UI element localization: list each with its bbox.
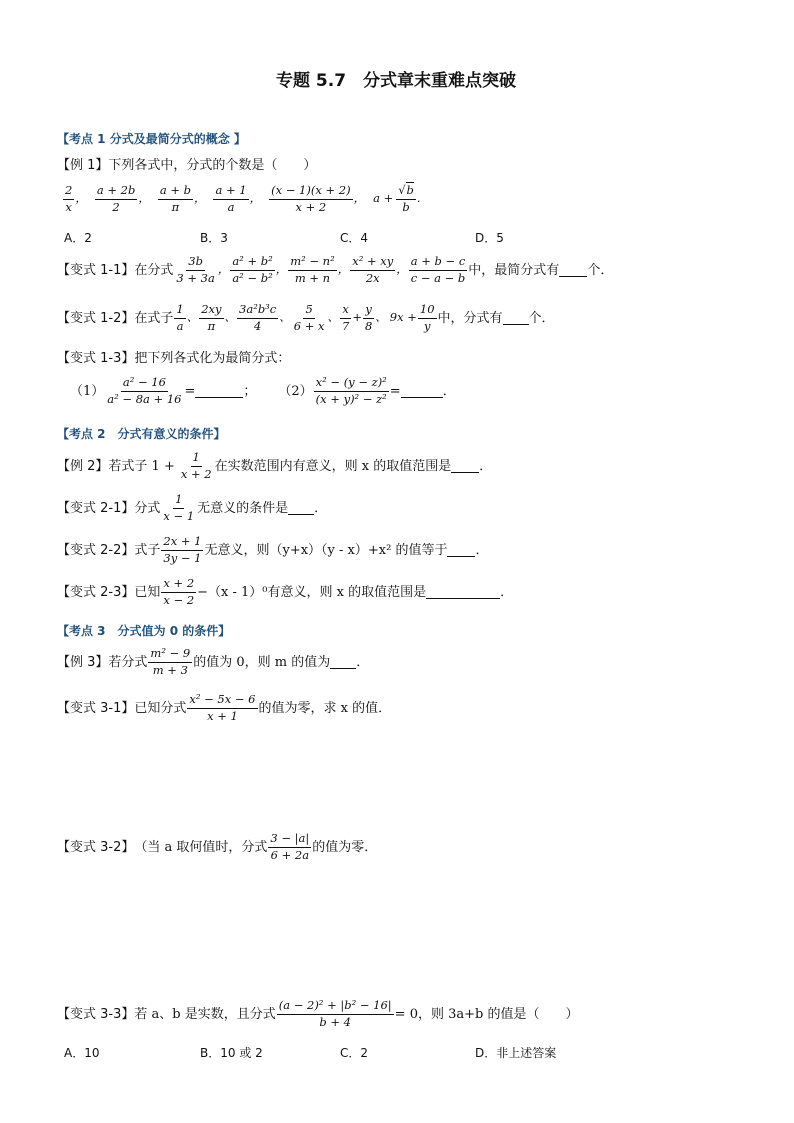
answer-blank[interactable] [288, 502, 314, 515]
variant-2-1 [57, 494, 327, 522]
fraction [340, 304, 351, 332]
fraction [269, 185, 352, 213]
fraction [174, 304, 185, 332]
denominator: π [171, 199, 180, 214]
answer-blank[interactable] [330, 656, 356, 669]
fraction [292, 304, 327, 332]
fraction [350, 256, 395, 284]
answer-blank[interactable] [451, 460, 479, 473]
question-label: 【变式 3-2】 [57, 839, 135, 855]
denominator: a [227, 199, 235, 214]
denominator: m + n [294, 270, 331, 285]
numerator: 2 [63, 185, 74, 200]
fraction [148, 648, 192, 676]
variant-1-1: 【变式 1-1】 在分式 $\frac{3b}{3 + 3a}$ ， $\frac{\text{a² + b²}}{\text{a² − b²}}$ ， $\frac{\text{m² − n²}}{m + n}$ ， $\frac{\text{x² + xy}}{2x}$ ， $\frac{a + b - c}{c - a - b}$ 中，最简分式有 个． [57, 254, 614, 285]
question-text: 若 a、b 是实数，且分式 [134, 1006, 276, 1022]
question-label: 【例 3】 [57, 654, 109, 670]
denominator: 6 + x [293, 318, 325, 333]
question-text: 的值为零． [312, 839, 378, 855]
denominator: a² − b² [232, 270, 273, 285]
variant-2-3 [57, 578, 513, 606]
question-label: 【变式 1-2】 [57, 310, 135, 326]
option-b: B．10 或 2 [200, 1046, 263, 1060]
fraction [237, 304, 278, 332]
numerator: 3a²b³c [237, 304, 278, 319]
variant-1-3-parts [70, 377, 456, 405]
part-label: （2） [278, 383, 313, 399]
fraction [277, 1000, 394, 1028]
option-c: C．4 [340, 231, 369, 245]
fraction [418, 304, 437, 332]
question-text: 式子 [134, 542, 161, 558]
question-text: 的值为零，求 x 的值． [258, 700, 392, 716]
numerator: x + 2 [161, 578, 196, 593]
denominator: y [423, 318, 431, 333]
answer-blank[interactable] [447, 544, 475, 557]
numerator: a² − 16 [121, 377, 168, 392]
question-label: 【变式 2-3】 [57, 584, 135, 600]
numerator: a² + b² [230, 256, 274, 271]
question-text: 中，分式有 [437, 310, 503, 326]
fraction [363, 304, 374, 332]
numerator: x² − 5x − 6 [187, 694, 257, 709]
answer-blank[interactable] [426, 586, 500, 599]
fraction [161, 578, 196, 606]
question-text: 把下列各式化为最简分式： [134, 351, 291, 366]
answer-blank[interactable] [503, 312, 529, 325]
fraction [268, 833, 311, 861]
option-c: C．2 [340, 1046, 369, 1060]
question-text: ． [500, 584, 514, 600]
question-text: 若式子 1 + [108, 458, 175, 474]
denominator: x [65, 199, 72, 214]
denominator: m + 3 [152, 662, 188, 677]
option-b: B．3 [200, 231, 228, 245]
numerator: 3 − |a| [268, 833, 311, 848]
denominator: 2 [112, 199, 120, 214]
fraction [161, 494, 196, 522]
question-text: 下列各式中，分式的个数是（ ） [108, 158, 317, 173]
numerator: y [363, 304, 374, 319]
answer-blank[interactable] [401, 385, 443, 398]
variant-1-2: 【变式 1-2】 在式子 $\frac{1}{a}$ 、 $\frac{2xy}{\pi}$ 、 $\frac{\text{3a²b³c}}{4}$ 、 $\frac{5}{6 + x}$ 、 $\frac{x}{7}$ + $\frac{y}{8}$ 、 9x + $\frac{10}{y}$ 中，分式有 个． [57, 302, 555, 333]
question-label: 【变式 1-3】 [57, 351, 135, 366]
denominator: 7 [341, 318, 350, 333]
fraction [314, 377, 389, 405]
fraction [174, 256, 216, 284]
question-text: 已知 [134, 584, 161, 600]
denominator: 4 [253, 318, 262, 333]
numerator: m² − 9 [148, 648, 192, 663]
numerator: 10 [418, 304, 437, 319]
question-text: 中，最简分式有 [468, 262, 560, 278]
question-text: −（x - 1）⁰有意义，则 x 的取值范围是 [197, 584, 427, 600]
variant-2-2 [57, 536, 488, 564]
numerator: a + 1 [213, 185, 248, 200]
numerator: 2x + 1 [161, 536, 203, 551]
question-label: 【变式 2-1】 [57, 500, 135, 516]
numerator: (x − 1)(x + 2) [269, 185, 352, 200]
numerator: √b [396, 185, 416, 200]
denominator: 3 + 3a [176, 270, 215, 285]
numerator: 1 [191, 452, 202, 467]
question-text: ． [314, 500, 328, 516]
numerator: a + b − c [409, 256, 468, 271]
denominator: b + 4 [319, 1014, 351, 1029]
example-3 [57, 648, 369, 676]
denominator: 6 + 2a [270, 847, 310, 862]
question-text: 在式子 [134, 310, 174, 326]
denominator: 3y − 1 [163, 550, 202, 565]
section-heading-2: 【考点 2 分式有意义的条件】 [57, 427, 226, 441]
numerator: x² − (y − z)² [314, 377, 389, 392]
fraction [95, 185, 137, 213]
denominator: x − 1 [163, 508, 195, 523]
question-text: 无意义，则（y+x）（y - x）+x² 的值等于 [204, 542, 448, 558]
denominator: x − 2 [163, 592, 195, 607]
denominator: c − a − b [410, 270, 466, 285]
denominator: x + 2 [180, 466, 212, 481]
denominator: x + 1 [207, 708, 238, 723]
option-a: A．2 [64, 231, 92, 245]
fraction [199, 304, 223, 332]
example-1-question [57, 159, 316, 172]
numerator: a + 2b [95, 185, 137, 200]
answer-blank[interactable] [559, 264, 587, 277]
equals-sign: = [389, 383, 401, 399]
punctuation: . [416, 191, 421, 206]
fraction [187, 694, 257, 722]
question-text: ． [356, 654, 370, 670]
denominator: 8 [364, 318, 373, 333]
numerator: 2xy [199, 304, 223, 319]
numerator: 1 [174, 304, 185, 319]
question-text: 已知分式 [134, 700, 187, 716]
question-text: （当 a 取何值时，分式 [134, 839, 268, 855]
fraction [409, 256, 468, 284]
question-label: 【变式 2-2】 [57, 542, 135, 558]
numerator: m² − n² [288, 256, 336, 271]
example-2 [57, 452, 492, 480]
denominator: a² − 8a + 16 [107, 391, 182, 406]
denominator: b [402, 199, 410, 214]
question-text: 若分式 [108, 654, 148, 670]
answer-blank[interactable] [195, 385, 243, 398]
question-text: 个． [528, 310, 555, 326]
fraction [213, 185, 248, 213]
fraction [396, 185, 416, 213]
denominator: 2x [365, 270, 380, 285]
numerator: 5 [303, 304, 314, 319]
page-title: 专题 5.7 分式章末重难点突破 [276, 71, 517, 91]
section-heading-1: 【考点 1 分式及最简分式的概念 】 [57, 132, 246, 146]
question-text: 分式 [134, 500, 161, 516]
fraction [63, 185, 74, 213]
denominator: π [207, 318, 216, 333]
numerator: x² + xy [350, 256, 395, 271]
example-1-expressions: $\frac{2}{x}$ ， $\frac{a + 2b}{2}$ ， $\frac{a + b}{\pi}$ ， $\frac{a + 1}{a}$ ， $\frac{(x - 1)(x + 2)}{x + 2}$ ， a + $\frac{√b}{b}$ . [65, 183, 421, 214]
fraction [288, 256, 336, 284]
question-text: ． [442, 383, 456, 399]
question-text: 在实数范围内有意义，则 x 的取值范围是 [214, 458, 452, 474]
denominator: a [176, 318, 184, 333]
question-label: 【变式 3-1】 [57, 700, 135, 716]
option-d: D．5 [475, 231, 504, 245]
equals-sign: = [184, 383, 196, 399]
part-label: （1） [70, 383, 105, 399]
numerator: 1 [173, 494, 184, 509]
fraction [158, 185, 193, 213]
question-label: 【变式 1-1】 [57, 262, 135, 278]
fraction [230, 256, 274, 284]
question-label: 【例 2】 [57, 458, 109, 474]
question-text: 个． [587, 262, 614, 278]
section-heading-3: 【考点 3 分式值为 0 的条件】 [57, 624, 231, 638]
fraction [105, 377, 183, 405]
fraction [179, 452, 214, 480]
numerator: (a − 2)² + |b² − 16| [277, 1000, 394, 1015]
option-d: D．非上述答案 [475, 1046, 557, 1060]
variant-3-3 [57, 1000, 578, 1028]
variant-3-2 [57, 833, 377, 861]
question-label: 【例 1】 [57, 158, 109, 173]
question-text: ． [479, 458, 493, 474]
numerator: 3b [186, 256, 205, 271]
option-a: A．10 [64, 1046, 100, 1060]
numerator: a + b [158, 185, 193, 200]
denominator: x + 2 [295, 199, 327, 214]
numerator: x [340, 304, 351, 319]
question-text: 的值为 0，则 m 的值为 [193, 654, 331, 670]
radicand: b [406, 183, 414, 197]
question-text: = 0，则 3a+b 的值是（ ） [394, 1006, 579, 1022]
variant-1-3 [57, 352, 290, 365]
expression-prefix: a + [373, 191, 394, 206]
question-text: ． [475, 542, 489, 558]
question-label: 【变式 3-3】 [57, 1006, 135, 1022]
question-text: 在分式 [134, 262, 174, 278]
question-text: 无意义的条件是 [197, 500, 289, 516]
expression-prefix: 9x + [389, 310, 417, 325]
variant-3-1 [57, 694, 391, 722]
separator: ； [243, 383, 257, 399]
fraction [161, 536, 203, 564]
denominator: (x + y)² − z² [315, 391, 387, 406]
